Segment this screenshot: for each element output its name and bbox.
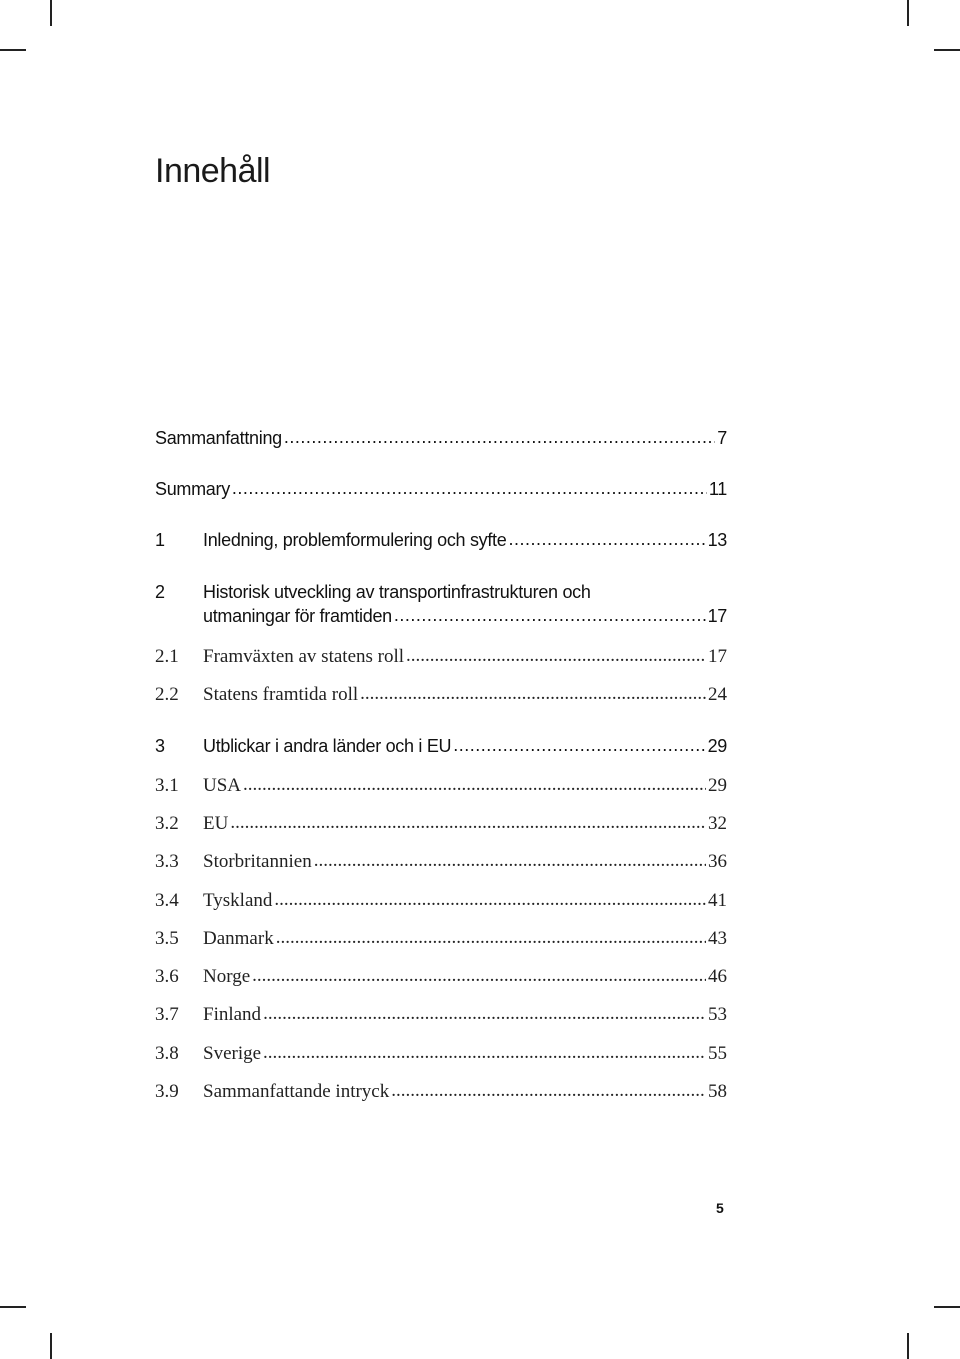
toc-entry-title: Storbritannien	[203, 851, 312, 872]
toc-entry-title: Sammanfattande intryck	[203, 1081, 390, 1102]
toc-page-number: 11	[708, 479, 727, 499]
toc-entry-number: 3.6	[155, 966, 179, 987]
toc-page-number: 32	[708, 813, 727, 834]
crop-mark	[50, 1333, 52, 1359]
toc-entry-title-continued: utmaningar för framtiden	[203, 606, 392, 626]
toc-entry-chapter-1[interactable]	[155, 530, 727, 556]
toc-page-number: 17	[707, 606, 727, 626]
dot-leader	[232, 478, 707, 499]
toc-entry-section-3-9[interactable]	[155, 1081, 727, 1107]
toc-entry-chapter-2[interactable]	[155, 582, 727, 634]
toc-entry-title: Norge	[203, 966, 251, 987]
toc-page-number: 55	[708, 1043, 727, 1064]
crop-mark	[0, 1306, 26, 1308]
dot-leader	[274, 889, 706, 911]
toc-entry-title: Danmark	[203, 928, 274, 949]
toc-entry-title: Finland	[203, 1004, 262, 1025]
toc-entry-title: Statens framtida roll	[203, 684, 359, 705]
toc-page-number: 41	[708, 890, 727, 911]
dot-leader	[243, 774, 706, 796]
toc-entry-number: 2	[155, 582, 165, 602]
toc-page-number: 24	[708, 684, 727, 705]
toc-entry-section-2-2[interactable]	[155, 684, 727, 710]
toc-entry-summary[interactable]	[155, 479, 727, 505]
toc-entry-number: 3.3	[155, 851, 179, 872]
toc-entry-number: 3.9	[155, 1081, 179, 1102]
toc-entry-section-3-7[interactable]	[155, 1004, 727, 1030]
toc-entry-number: 3.2	[155, 813, 179, 834]
toc-entry-number: 2.2	[155, 684, 179, 705]
toc-entry-title: Summary	[155, 479, 230, 499]
crop-mark	[907, 1333, 909, 1359]
crop-mark	[50, 0, 52, 26]
toc-page-number: 58	[708, 1081, 727, 1102]
dot-leader	[508, 529, 705, 550]
toc-page-number: 17	[708, 646, 727, 667]
page-number: 5	[716, 1200, 724, 1216]
dot-leader	[252, 965, 706, 987]
toc-entry-title: Tyskland	[203, 890, 273, 911]
toc-entry-section-3-3[interactable]	[155, 851, 727, 877]
toc-entry-number: 3.7	[155, 1004, 179, 1025]
toc-entry-title: USA	[203, 775, 242, 796]
page-title: Innehåll	[155, 152, 271, 190]
dot-leader	[230, 812, 706, 834]
dot-leader	[394, 605, 706, 626]
toc-entry-title: EU	[203, 813, 229, 834]
toc-entry-title: Sammanfattning	[155, 428, 282, 448]
dot-leader	[276, 927, 706, 949]
toc-entry-title: Inledning, problemformulering och syfte	[203, 530, 507, 550]
toc-entry-chapter-3[interactable]	[155, 736, 727, 762]
dot-leader	[391, 1080, 706, 1102]
toc-entry-section-3-6[interactable]	[155, 966, 727, 992]
toc-entry-section-2-1[interactable]	[155, 646, 727, 672]
toc-entry-number: 3.4	[155, 890, 179, 911]
toc-entry-section-3-5[interactable]	[155, 928, 727, 954]
toc-entry-number: 3.5	[155, 928, 179, 949]
dot-leader	[453, 735, 705, 756]
toc-entry-title: Framväxten av statens roll	[203, 646, 405, 667]
toc-entry-title: Utblickar i andra länder och i EU	[203, 736, 452, 756]
toc-page-number: 43	[708, 928, 727, 949]
toc-entry-section-3-1[interactable]	[155, 775, 727, 801]
toc-page-number: 36	[708, 851, 727, 872]
toc-page-number: 29	[708, 775, 727, 796]
toc-entry-number: 1	[155, 530, 165, 550]
dot-leader	[263, 1003, 706, 1025]
toc-entry-title: Historisk utveckling av transportinfrastrukturen och	[203, 582, 591, 602]
toc-page-number: 29	[707, 736, 727, 756]
toc-entry-number: 2.1	[155, 646, 179, 667]
toc-page-number: 7	[717, 428, 727, 448]
crop-mark	[934, 49, 960, 51]
toc-entry-section-3-4[interactable]	[155, 890, 727, 916]
dot-leader	[284, 427, 715, 448]
toc-entry-section-3-8[interactable]	[155, 1043, 727, 1069]
toc-entry-sammanfattning[interactable]	[155, 428, 727, 454]
toc-entry-title: Sverige	[203, 1043, 262, 1064]
toc-entry-number: 3	[155, 736, 165, 756]
toc-page-number: 53	[708, 1004, 727, 1025]
crop-mark	[907, 0, 909, 26]
dot-leader	[360, 683, 706, 705]
dot-leader	[406, 645, 706, 667]
dot-leader	[263, 1042, 706, 1064]
dot-leader	[314, 850, 706, 872]
crop-mark	[934, 1306, 960, 1308]
crop-mark	[0, 49, 26, 51]
toc-page-number: 13	[707, 530, 727, 550]
toc-entry-number: 3.1	[155, 775, 179, 796]
toc-entry-number: 3.8	[155, 1043, 179, 1064]
toc-page-number: 46	[708, 966, 727, 987]
toc-entry-section-3-2[interactable]	[155, 813, 727, 839]
